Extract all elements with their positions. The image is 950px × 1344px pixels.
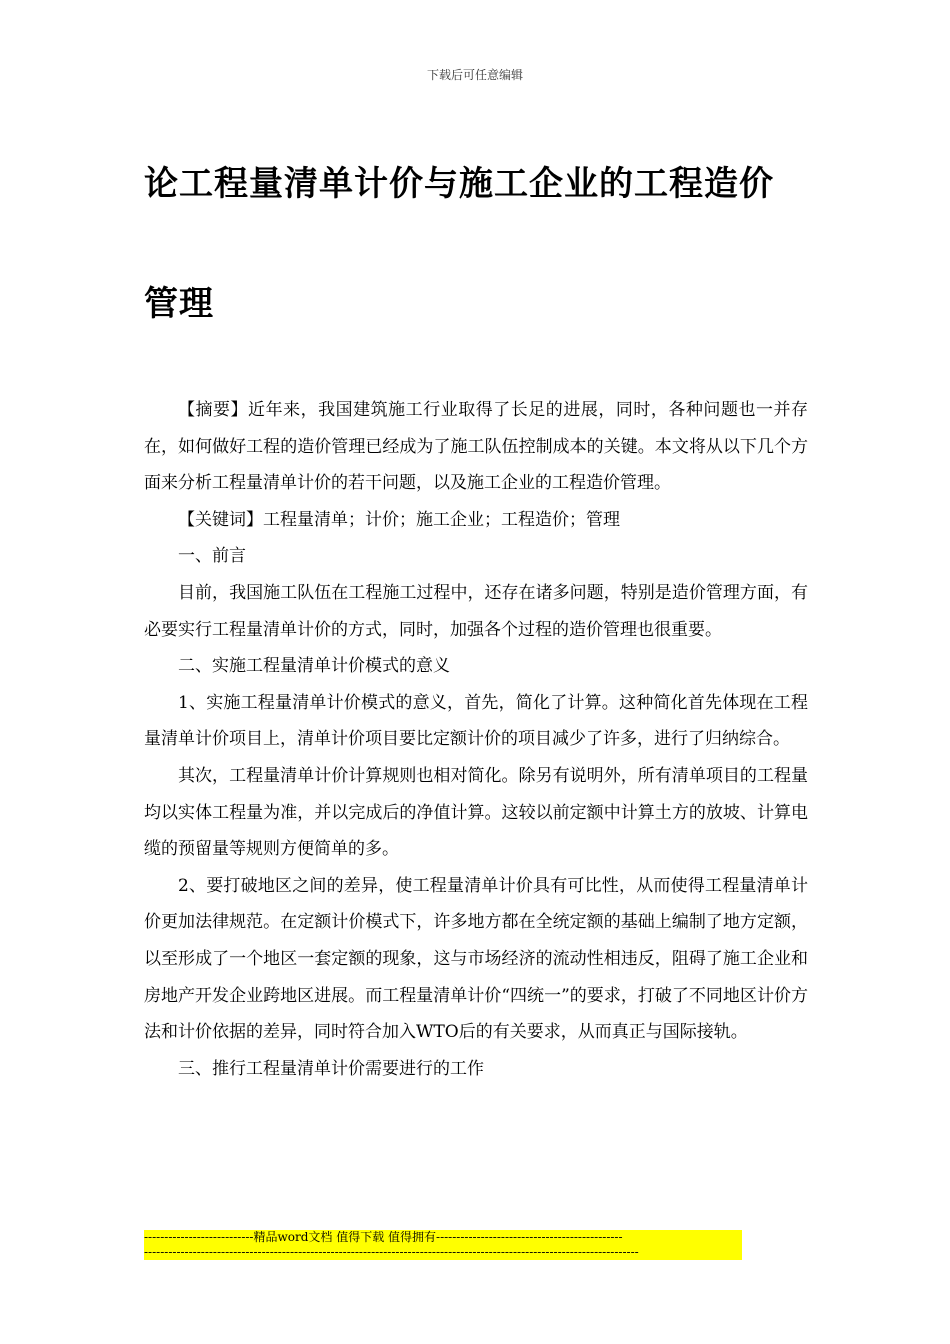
section-heading-significance: 二、实施工程量清单计价模式的意义 [178,656,450,677]
document-title-line-1: 论工程量清单计价与施工企业的工程造价 [144,164,774,204]
body-paragraph: 2、要打破地区之间的差异，使工程量清单计价具有可比性，从而使得工程量清单计价更加法律规范。在定额计价模式下，许多地方都在全统定额的基础上编制了地方定额，以至形成了一个地区一套定额的现象，这与市场经济的流动性相违反，阻碍了施工企业和房地产开发企业跨地区进展。而工程量清单计价“四统一”的要求，打破了不同地区计价方法和计价依据的差异，同时符合加入WTO后的有关要求，从而真正与国际接轨。 [144,875,808,1043]
section-heading-preface: 一、前言 [178,546,246,567]
abstract-paragraph: 【摘要】近年来，我国建筑施工行业取得了长足的进展，同时，各种问题也一并存在，如何做好工程的造价管理已经成为了施工队伍控制成本的关键。本文将从以下几个方面来分析工程量清单计价的若干问题，以及施工企业的工程造价管理。 [144,400,808,494]
header-note: 下载后可任意编辑 [426,68,523,82]
keywords-paragraph: 【关键词】工程量清单；计价；施工企业；工程造价；管理 [178,509,620,530]
document-body [144,392,808,1087]
section-heading-work: 三、推行工程量清单计价需要进行的工作 [178,1058,484,1079]
footer-banner-line-1: ---------------------------精品word文档 值得下载 值得拥有---------------------------------------------- [144,1230,623,1244]
body-paragraph: 1、实施工程量清单计价模式的意义，首先，简化了计算。这种简化首先体现在工程量清单计价项目上，清单计价项目要比定额计价的项目减少了许多，进行了归纳综合。 [144,692,808,750]
footer-banner [144,1230,742,1260]
footer-banner-line-2: -------------------------------------------------------------------------------------------------------------------------- [144,1245,639,1259]
body-paragraph: 其次，工程量清单计价计算规则也相对简化。除另有说明外，所有清单项目的工程量均以实体工程量为准，并以完成后的净值计算。这较以前定额中计算土方的放坡、计算电缆的预留量等规则方便简单的多。 [144,765,808,860]
document-title-line-2: 管理 [144,284,214,324]
body-paragraph: 目前，我国施工队伍在工程施工过程中，还存在诸多问题，特别是造价管理方面，有必要实行工程量清单计价的方式，同时，加强各个过程的造价管理也很重要。 [144,582,808,640]
